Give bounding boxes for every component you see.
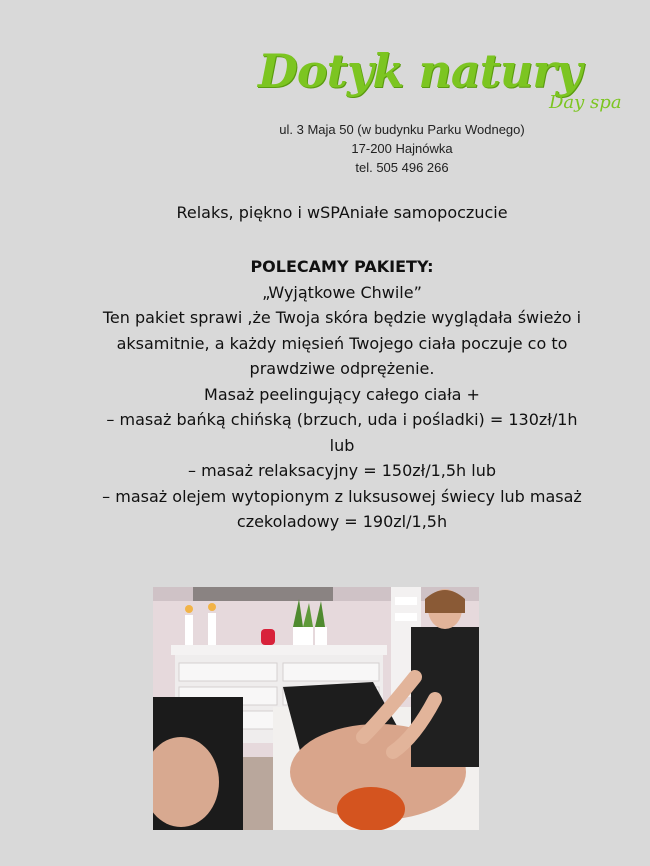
package-name: „Wyjątkowe Chwile” <box>262 282 422 302</box>
logo-main-text: Dotyk natury <box>258 44 582 98</box>
address-block <box>230 120 574 177</box>
packages-heading: POLECAMY PAKIETY: <box>250 257 434 276</box>
logo-sub-text: Day spa <box>549 92 622 113</box>
package-option-line: czekoladowy = 190zl/1,5h <box>236 512 448 531</box>
spa-logo <box>258 44 638 120</box>
address-phone: tel. 505 496 266 <box>355 160 449 175</box>
package-description-line: Ten pakiet sprawi ,że Twoja skóra będzie wyglądała świeżo i <box>102 308 582 327</box>
package-description-line: prawdziwe odprężenie. <box>249 359 435 378</box>
package-option-line: – masaż bańką chińską (brzuch, uda i pośladki) = 130zł/1h <box>106 410 578 429</box>
address-street: ul. 3 Maja 50 (w budynku Parku Wodnego) <box>279 122 525 137</box>
packages-section <box>68 254 616 535</box>
massage-room-photo <box>153 587 479 830</box>
package-option-line: – masaż relaksacyjny = 150zł/1,5h lub <box>187 461 496 480</box>
tagline: Relaks, piękno i wSPAniałe samopoczucie <box>176 203 508 222</box>
address-postal-city: 17-200 Hajnówka <box>351 141 453 156</box>
package-option-line: – masaż olejem wytopionym z luksusowej świecy lub masaż <box>102 486 582 506</box>
package-description-line: aksamitnie, a każdy mięsień Twojego ciała poczuje co to <box>116 333 568 353</box>
package-base-treatment: Masaż peelingujący całego ciała + <box>204 384 480 404</box>
package-option-line: lub <box>329 435 355 455</box>
